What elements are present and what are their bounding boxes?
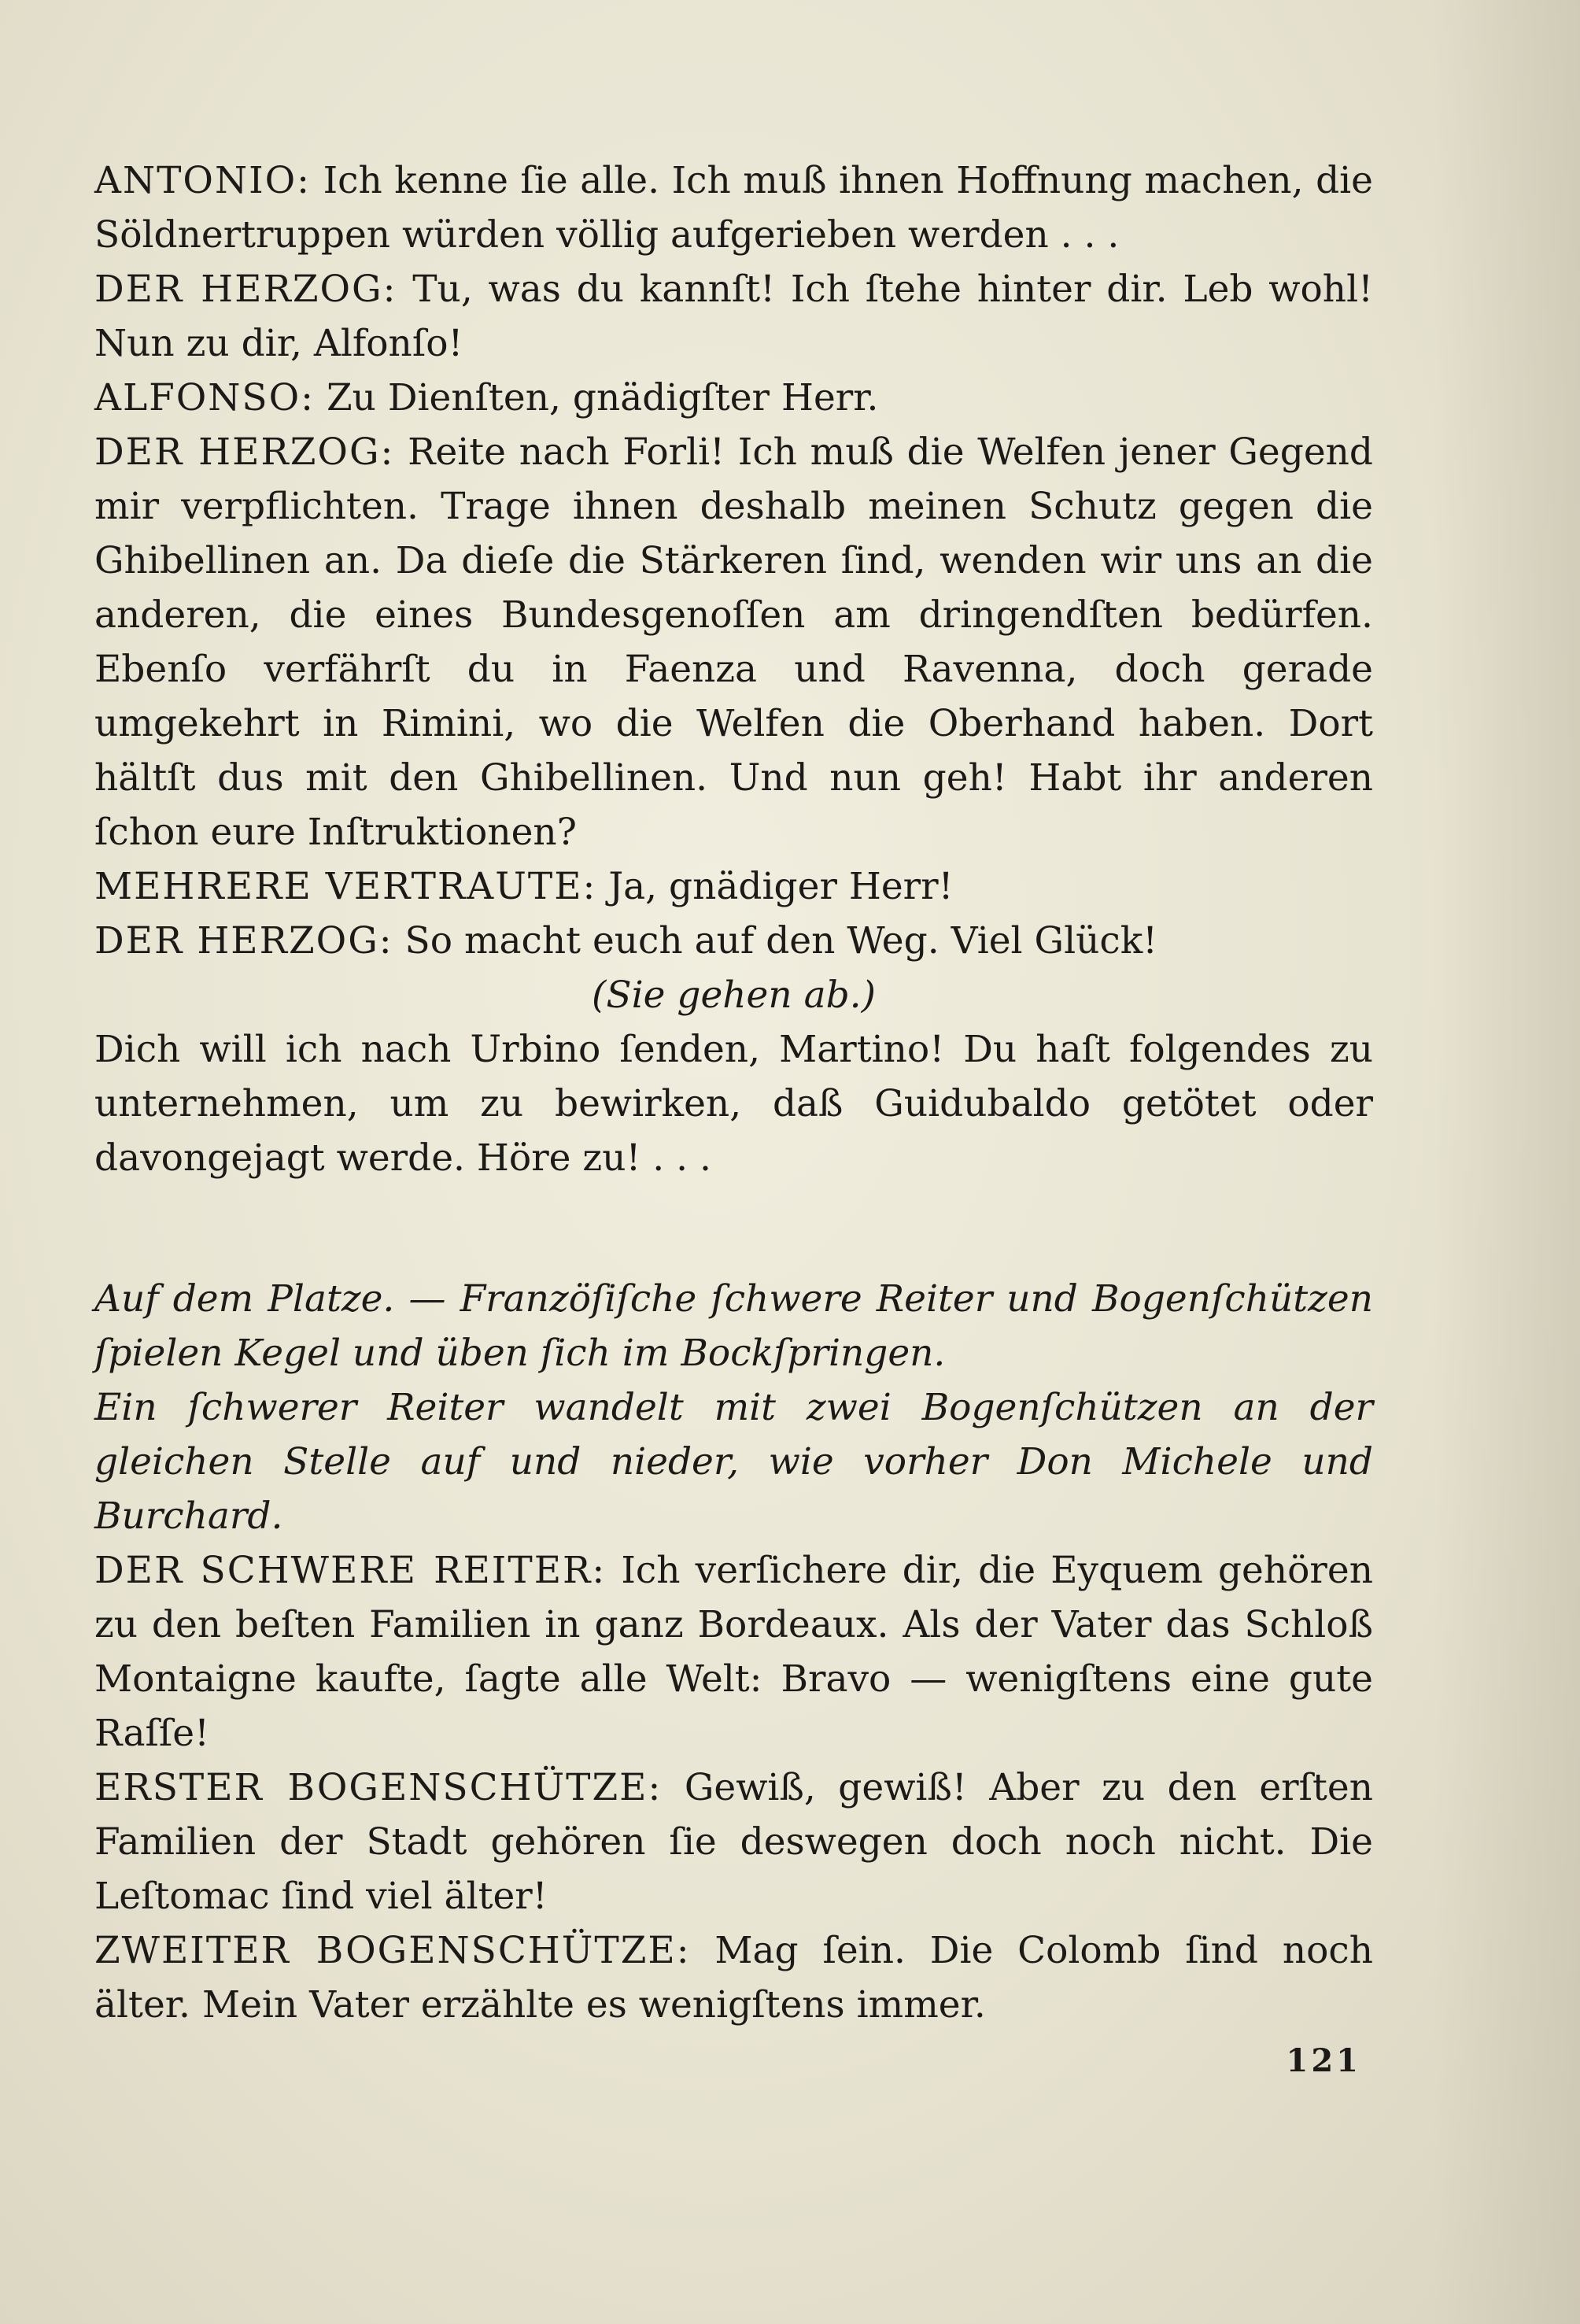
dialogue-text: Ich kenne ſie alle. Ich muß ihnen Hoffnung machen, die Söldnertruppen würden völlig aufgerieben werden . . . [94, 159, 1373, 257]
speaker-name: ERSTER BOGENSCHÜTZE: [94, 1766, 663, 1809]
dialogue-block [94, 914, 1373, 968]
speaker-name: DER HERZOG: [94, 430, 395, 474]
stage-direction: (Sie gehen ab.) [592, 974, 876, 1017]
dialogue-block [94, 1923, 1373, 2032]
dialogue-block [94, 371, 1373, 425]
dialogue-block [94, 859, 1373, 914]
page-text [94, 153, 1373, 2032]
dialogue-text: Ja, gnädiger Herr! [608, 865, 954, 908]
speaker-name: ANTONIO: [94, 159, 312, 202]
dialogue-block [94, 262, 1373, 371]
dialogue-block [94, 153, 1373, 262]
dialogue-continuation: Dich will ich nach Urbino ſenden, Martino! Du haſt folgendes zu unternehmen, um zu bewirken, daß Guidubaldo getötet oder davongejagt werde. Höre zu! . . . [94, 1028, 1373, 1180]
speaker-name: ALFONSO: [94, 376, 315, 419]
dialogue-text: Reite nach Forli! Ich muß die Welfen jener Gegend mir verpflichten. Trage ihnen deshalb meinen Schutz gegen die Ghibellinen an. Da dieſe die Stärkeren ſind, wenden wir uns an die anderen, die eines Bundesgenoſſen am dringendſten bedürfen. Ebenſo verfährſt du in Faenza und Ravenna, doch gerade umgekehrt in Rimini, wo die Welfen die Oberhand haben. Dort hältſt dus mit den Ghibellinen. Und nun geh! Habt ihr anderen ſchon eure Inſtruktionen? [94, 430, 1373, 854]
speaker-name: DER SCHWERE REITER: [94, 1549, 607, 1592]
scene-direction: Auf dem Platze. — Franzöſiſche ſchwere Reiter und Bogenſchützen ſpielen Kegel und üben ſich im Bockſpringen. [94, 1277, 1373, 1375]
dialogue-text: Mag ſein. Die Colomb ſind noch älter. Mein Vater erzählte es wenigſtens immer. [94, 1929, 1373, 2027]
page-number: 121 [1286, 2042, 1361, 2079]
dialogue-text: Zu Dienſten, gnädigſter Herr. [326, 376, 879, 419]
dialogue-block [94, 1761, 1373, 1923]
dialogue-text: Tu, was du kannſt! Ich ſtehe hinter dir. Leb wohl! Nun zu dir, Alfonſo! [94, 268, 1373, 365]
dialogue-block [94, 1543, 1373, 1761]
dialogue-text: Gewiß, gewiß! Aber zu den erſten Familien der Stadt gehören ſie deswegen doch noch nicht. Die Leſtomac ſind viel älter! [94, 1766, 1373, 1918]
dialogue-text: So macht euch auf den Weg. Viel Glück! [404, 919, 1158, 962]
dialogue-text: Ich verſichere dir, die Eyquem gehören zu den beſten Familien in ganz Bordeaux. Als der Vater das Schloß Montaigne kaufte, ſagte alle Welt: Bravo — wenigſtens eine gute Raſſe! [94, 1549, 1373, 1755]
dialogue-block [94, 425, 1373, 859]
speaker-name: DER HERZOG: [94, 919, 393, 962]
speaker-name: DER HERZOG: [94, 268, 397, 311]
scene-direction: Ein ſchwerer Reiter wandelt mit zwei Bogenſchützen an der gleichen Stelle auf und nieder, wie vorher Don Michele und Burchard. [94, 1386, 1373, 1538]
speaker-name: MEHRERE VERTRAUTE: [94, 865, 597, 908]
speaker-name: ZWEITER BOGENSCHÜTZE: [94, 1929, 691, 1972]
